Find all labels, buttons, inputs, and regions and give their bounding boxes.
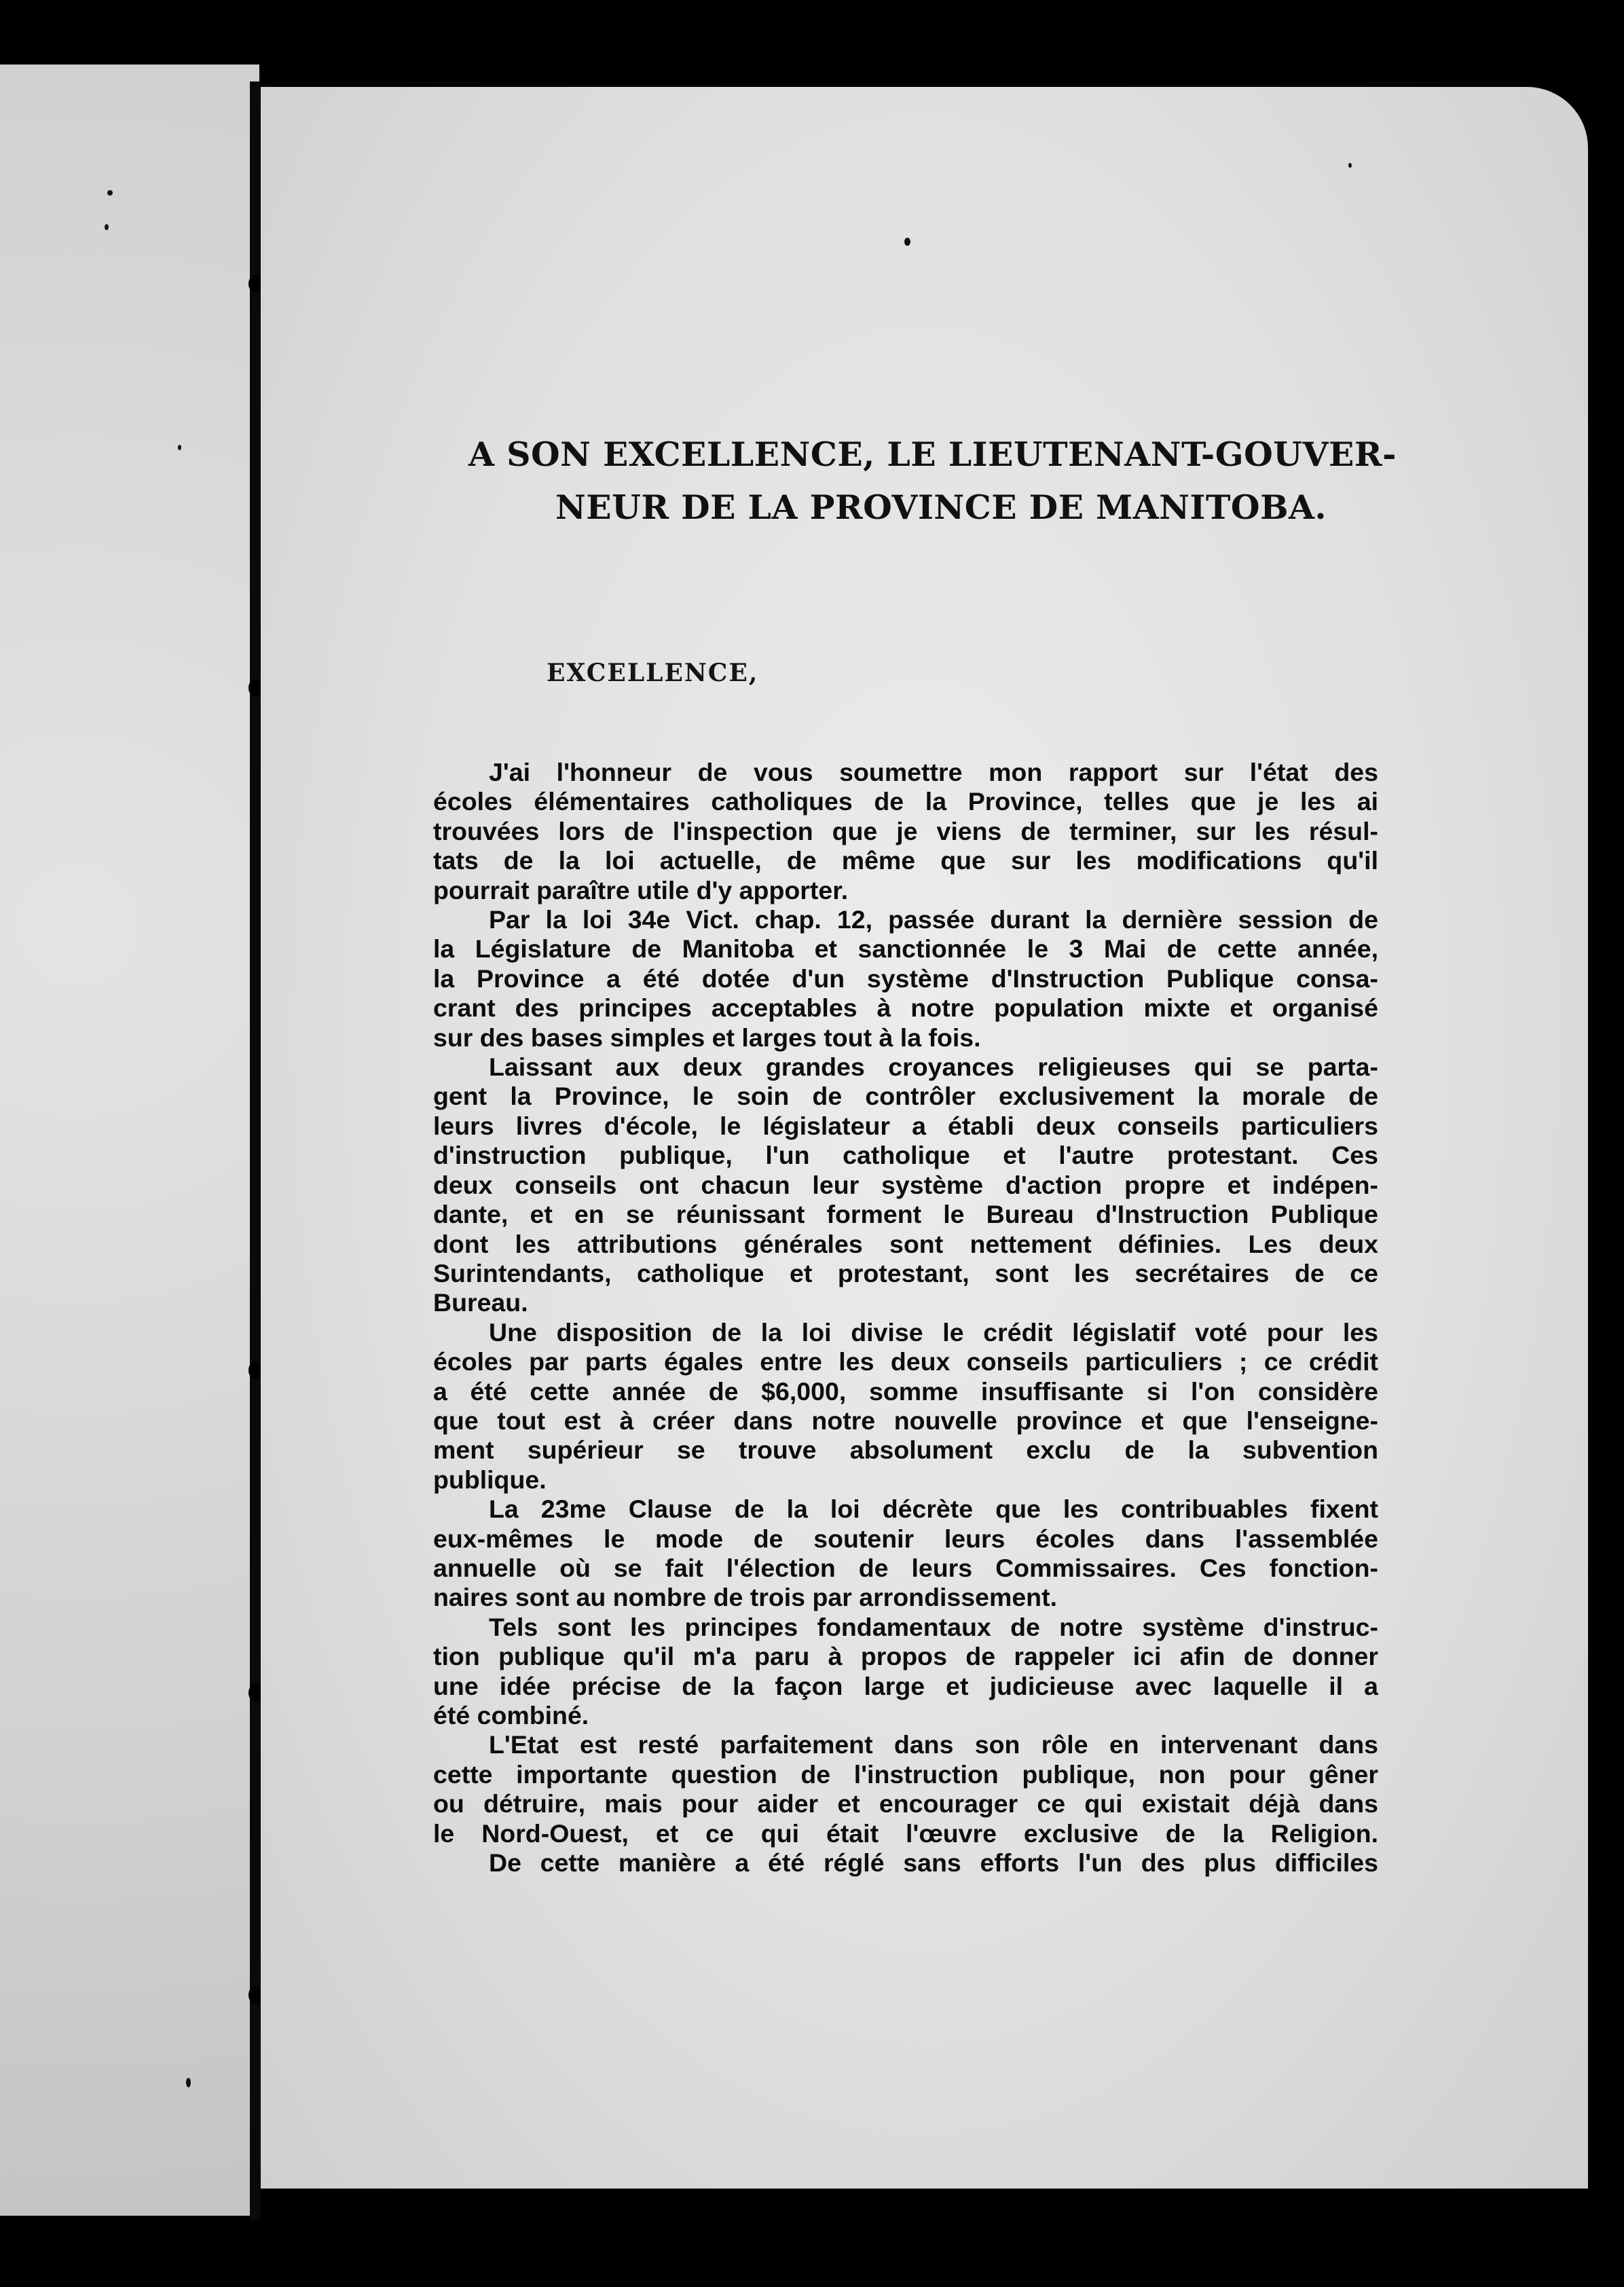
body-line: été combiné. (433, 1701, 589, 1730)
body-line: tion publique qu'il m'a paru à propos de rappeler ici afin de donner (433, 1642, 1378, 1671)
body-line: leurs livres d'école, le législateur a établi deux conseils particuliers (433, 1111, 1378, 1140)
body-line: trouvées lors de l'inspection que je viens de terminer, sur les résul- (433, 816, 1378, 845)
body-line: le Nord-Ouest, et ce qui était l'œuvre exclusive de la Religion. (433, 1818, 1378, 1848)
binding-mark (248, 1986, 262, 2004)
body-line: Tels sont les principes fondamentaux de notre système d'instruc- (489, 1612, 1378, 1641)
binding-mark (248, 679, 262, 697)
body-line: une idée précise de la façon large et judicieuse avec laquelle il a (433, 1671, 1378, 1700)
binding-mark (248, 1361, 262, 1379)
paper-speck (107, 190, 113, 196)
body-text (433, 758, 1378, 1878)
body-line: L'Etat est resté parfaitement dans son rôle en intervenant dans (489, 1730, 1378, 1759)
body-line: crant des principes acceptables à notre population mixte et organisé (433, 993, 1378, 1023)
body-line: sur des bases simples et larges tout à la fois. (433, 1023, 981, 1052)
body-line: écoles élémentaires catholiques de la Province, telles que je les ai (433, 787, 1378, 816)
title-line: A SON EXCELLENCE, LE LIEUTENANT-GOUVER- (468, 435, 1397, 474)
body-line: dont les attributions générales sont nettement définies. Les deux (433, 1229, 1378, 1258)
binding-mark (248, 1684, 262, 1702)
body-line: d'instruction publique, l'un catholique et l'autre protestant. Ces (433, 1141, 1378, 1170)
body-line: Surintendants, catholique et protestant, sont les secrétaires de ce (433, 1258, 1378, 1287)
body-line: Bureau. (433, 1288, 528, 1317)
body-line: Laissant aux deux grandes croyances religieuses qui se parta- (489, 1053, 1378, 1082)
body-line: la Législature de Manitoba et sanctionnée le 3 Mai de cette année, (433, 934, 1378, 964)
body-line: cette importante question de l'instruction publique, non pour gêner (433, 1759, 1378, 1789)
body-line: J'ai l'honneur de vous soumettre mon rapport sur l'état des (489, 758, 1378, 786)
salutation: EXCELLENCE, (547, 659, 759, 687)
body-line: que tout est à créer dans notre nouvelle province et que l'enseigne- (433, 1406, 1378, 1435)
body-line: Par la loi 34e Vict. chap. 12, passée durant la dernière session de (489, 905, 1378, 934)
paper-speck (105, 224, 109, 230)
body-line: tats de la loi actuelle, de même que sur les modifications qu'il (433, 846, 1378, 875)
paper-speck (186, 2078, 191, 2087)
body-line: eux-mêmes le mode de soutenir leurs écoles dans l'assemblée (433, 1524, 1378, 1553)
body-line: ou détruire, mais pour aider et encourager ce qui existait déjà dans (433, 1789, 1378, 1818)
paper-speck (1348, 163, 1352, 168)
body-line: écoles par parts égales entre les deux conseils particuliers ; ce crédit (433, 1347, 1378, 1376)
body-line: naires sont au nombre de trois par arrondissement. (433, 1583, 1057, 1612)
body-line: pourrait paraître utile d'y apporter. (433, 875, 849, 904)
binding-edge (250, 81, 261, 2220)
body-line: la Province a été dotée d'un système d'Instruction Publique consa- (433, 964, 1378, 993)
body-line: annuelle où se fait l'élection de leurs Commissaires. Ces fonction- (433, 1553, 1378, 1582)
body-line: De cette manière a été réglé sans efforts l'un des plus difficiles (489, 1848, 1378, 1878)
paper-speck (178, 445, 181, 450)
page-title (468, 428, 1405, 534)
body-line: dante, et en se réunissant forment le Bureau d'Instruction Publique (433, 1200, 1378, 1229)
body-line: a été cette année de $6,000, somme insuffisante si l'on considère (433, 1376, 1378, 1406)
binding-mark (248, 275, 262, 293)
previous-page-edge (0, 65, 259, 2216)
body-line: ment supérieur se trouve absolument exclu de la subvention (433, 1435, 1378, 1465)
body-line: publique. (433, 1465, 547, 1494)
body-line: Une disposition de la loi divise le crédit législatif voté pour les (489, 1317, 1378, 1347)
body-line: deux conseils ont chacun leur système d'action propre et indépen- (433, 1170, 1378, 1199)
body-line: La 23me Clause de la loi décrète que les contribuables fixent (489, 1495, 1378, 1524)
body-line: gent la Province, le soin de contrôler exclusivement la morale de (433, 1082, 1378, 1111)
title-line: NEUR DE LA PROVINCE DE MANITOBA. (555, 488, 1327, 527)
paper-speck (904, 238, 910, 246)
